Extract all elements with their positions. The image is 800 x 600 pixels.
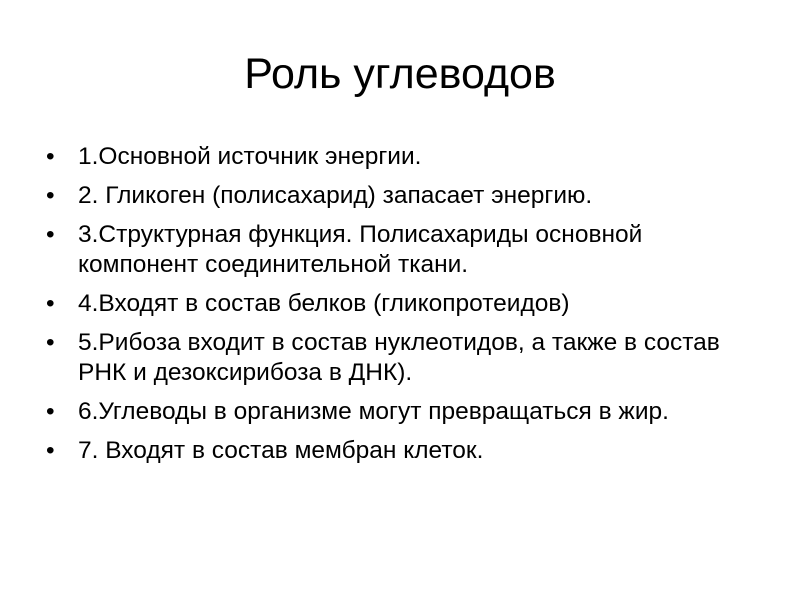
list-item (46, 436, 766, 466)
list-item-text: 5.Рибоза входит в состав нуклеотидов, а также в состав РНК и дезоксирибоза в ДНК). (78, 329, 720, 386)
list-item (46, 328, 766, 388)
bullet-list (46, 142, 766, 475)
list-item (46, 142, 766, 172)
list-item-text: 3.Структурная функция. Полисахариды основной компонент соединительной ткани. (78, 221, 643, 278)
bullet-dot-icon: • (46, 398, 55, 425)
list-item-text: 1.Основной источник энергии. (78, 143, 422, 170)
list-item-text: 7. Входят в состав мембран клеток. (78, 437, 484, 464)
list-item (46, 289, 766, 319)
bullet-dot-icon: • (46, 329, 55, 356)
list-item (46, 397, 766, 427)
bullet-dot-icon: • (46, 143, 55, 170)
list-item (46, 220, 766, 280)
bullet-dot-icon: • (46, 221, 55, 248)
list-item-text: 2. Гликоген (полисахарид) запасает энергию. (78, 182, 593, 209)
list-item (46, 181, 766, 211)
slide-title: Роль углеводов (244, 50, 556, 98)
list-item-text: 6.Углеводы в организме могут превращаться в жир. (78, 398, 669, 425)
bullet-dot-icon: • (46, 437, 55, 464)
list-item-text: 4.Входят в состав белков (гликопротеидов) (78, 290, 570, 317)
bullet-dot-icon: • (46, 290, 55, 317)
bullet-dot-icon: • (46, 182, 55, 209)
